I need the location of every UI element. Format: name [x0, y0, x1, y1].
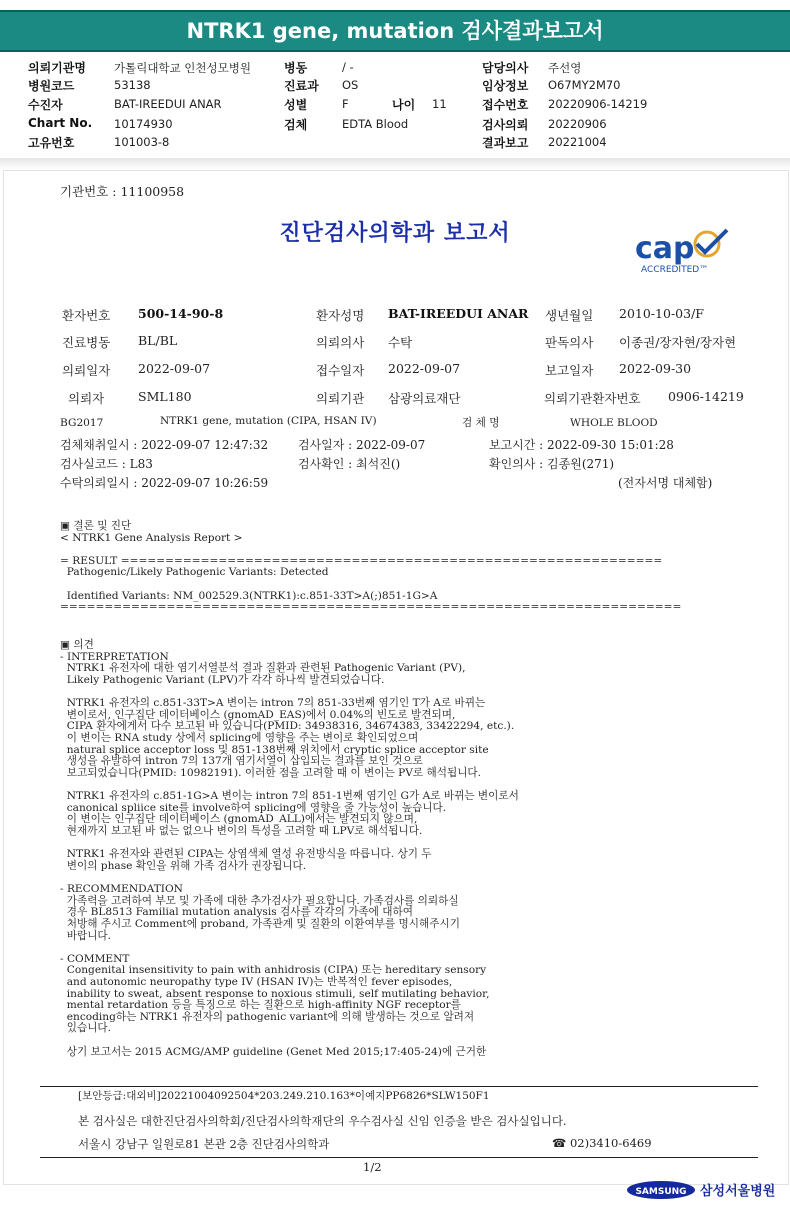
header-value: 주선영 [548, 61, 582, 75]
header-value: 101003-8 [114, 135, 170, 149]
report-line: 이 변이는 인구집단 데이터베이스 (gnomAD_ALL)에서는 발견되지 않으며, [60, 813, 418, 826]
report-title-bar [0, 10, 790, 52]
header-label: 담당의사 [482, 61, 529, 75]
report-time: 보고시간 : 2022-09-30 15:01:28 [489, 438, 674, 452]
header-label: 진료과 [284, 79, 319, 93]
report-line: 현재까지 보고된 바 없는 없으나 변이의 특성을 고려할 때 LPV로 해석됩니다. [60, 824, 423, 837]
header-label: 병원코드 [28, 79, 75, 93]
header-value: 20220906-14219 [548, 97, 648, 111]
report-line: natural splice acceptor loss 및 851-138번째 위치에서 cryptic splice acceptor site [60, 743, 489, 756]
info-value: BL/BL [138, 333, 178, 348]
report-line: Likely Pathogenic Variant (LPV)가 각각 하나씩 발견되었습니다. [60, 673, 385, 686]
info-value: 삼광의료재단 [388, 391, 461, 406]
report-line: Congenital insensitivity to pain with anhidrosis (CIPA) 또는 hereditary sensory [60, 964, 487, 977]
info-label: 의뢰기관 [316, 391, 365, 406]
report-line: 변이의 phase 확인을 위해 가족 검사가 권장됩니다. [60, 859, 307, 872]
info-label: 환자번호 [62, 308, 111, 323]
report-line: ▣ 의견 [60, 639, 94, 651]
header-label: 검체 [284, 118, 308, 132]
lab-address: 서울시 강남구 일원로81 본관 2층 진단검사의학과 [78, 1137, 330, 1151]
report-line: Identified Variants: NM_002529.3(NTRK1):c.851-33T>A(;)851-1G>A [60, 589, 438, 602]
info-label: 의뢰일자 [62, 363, 111, 378]
report-line: - RECOMMENDATION [60, 883, 183, 896]
report-line: < NTRK1 Gene Analysis Report > [60, 531, 243, 544]
info-value: SML180 [138, 389, 192, 404]
info-label: 의뢰자 [68, 391, 105, 406]
info-value: 수탁 [388, 335, 413, 350]
report-line: 상기 보고서는 2015 ACMG/AMP guideline (Genet Med 2015;17:405-24)에 근거한 [60, 1045, 487, 1058]
header-value: F [342, 97, 349, 111]
header-label: 성별 [284, 98, 308, 112]
info-label: 판독의사 [545, 335, 594, 350]
header-label: 수진자 [28, 98, 63, 112]
header-value: EDTA Blood [342, 117, 409, 131]
info-value: 2022-09-30 [619, 361, 692, 376]
samsung-logo [626, 1180, 696, 1200]
header-value: 53138 [114, 78, 151, 92]
report-line: 있습니다. [60, 1022, 112, 1035]
info-value: 2022-09-07 [138, 361, 211, 376]
hospital-name: 삼성서울병원 [700, 1184, 776, 1199]
lab-code: 검사실코드 : L83 [60, 457, 153, 471]
header-label: 병동 [284, 61, 308, 75]
samsung-logo-text: SAMSUNG [635, 1187, 687, 1197]
info-label: 의뢰기관환자번호 [544, 391, 641, 406]
info-value: 2022-09-07 [388, 361, 461, 376]
lab-phone: ☎ 02)3410-6469 [552, 1136, 652, 1150]
header-label: 고유번호 [28, 136, 75, 150]
report-line: NTRK1 유전자의 c.851-33T>A 변이는 intron 7의 851-33번째 염기인 T가 A로 바뀌는 [60, 697, 486, 710]
info-label: 의뢰의사 [316, 335, 365, 350]
report-line: 보고되었습니다(PMID: 10982191). 이러한 점을 고려할 때 이 변이는 PV로 해석됩니다. [60, 766, 482, 779]
info-value: 0906-14219 [668, 389, 744, 404]
cap-logo-mark: cap [635, 231, 695, 266]
age-label: 나이 [392, 98, 416, 112]
header-value: / - [342, 60, 354, 74]
header-value: O67MY2M70 [548, 78, 621, 92]
cap-logo-caption: ACCREDITED™ [641, 265, 709, 275]
confirming-doctor: 확인의사 : 김종원(271) [489, 457, 615, 471]
header-label: 검사의뢰 [482, 118, 529, 132]
header-value: OS [342, 78, 359, 92]
info-value: BAT-IREEDUI ANAR [388, 306, 529, 321]
report-line: CIPA 환자에게서 다수 보고된 바 있습니다(PMID: 34938316, 34674383, 33422294, etc.). [60, 720, 515, 733]
report-line: mental retardation 등을 특징으로 하는 질환으로 high-affinity NGF receptor를 [60, 999, 461, 1012]
report-line: NTRK1 유전자의 c.851-1G>A 변이는 intron 7의 851-1번째 염기인 G가 A로 바뀌는 변이로서 [60, 790, 519, 803]
info-label: 보고일자 [545, 363, 594, 378]
report-line: = RESULT ============================================================= [60, 554, 663, 567]
header-label: 접수번호 [482, 98, 529, 112]
test-code: BG2017 [60, 417, 104, 429]
info-value: 2010-10-03/F [619, 306, 704, 321]
test-name: NTRK1 gene, mutation (CIPA, HSAN IV) [160, 415, 377, 427]
header-value: BAT-IREEDUI ANAR [114, 97, 222, 111]
document-title: 진단검사의학과 보고서 [279, 221, 511, 246]
header-label: 임상정보 [482, 79, 529, 93]
info-label: 접수일자 [316, 363, 365, 378]
info-label: 환자성명 [316, 308, 365, 323]
cap-accredited-logo [633, 226, 733, 276]
header-label: 결과보고 [482, 136, 529, 150]
report-line: NTRK1 유전자와 관련된 CIPA는 상염색체 열성 유전방식을 따릅니다. 상기 두 [60, 848, 432, 861]
info-value: 500-14-90-8 [138, 306, 224, 321]
report-line: 생성을 유발하여 intron 7의 137개 염기서열이 삽입되는 결과를 보인 것으로 [60, 755, 423, 768]
report-line: ▣ 결론 및 진단 [60, 520, 132, 532]
report-line: ====================================================================== [60, 601, 682, 614]
report-line: 처방해 주시고 Comment에 proband, 가족관계 및 질환의 이환여부를 명시해주시기 [60, 917, 460, 930]
age-value: 11 [432, 97, 447, 111]
header-label: Chart No. [28, 116, 93, 130]
institution-number: 기관번호 : 11100958 [60, 184, 185, 199]
report-line: Pathogenic/Likely Pathogenic Variants: Detected [60, 566, 329, 579]
header-value: 가톨릭대학교 인천성모병원 [114, 61, 251, 75]
test-confirmer: 검사확인 : 최석진() [298, 457, 401, 471]
info-label: 진료병동 [62, 335, 111, 350]
report-line: 변이로서, 인구집단 데이터베이스 (gnomAD_EAS)에서 0.04%의 빈도로 발견되며, [60, 708, 456, 721]
report-line: canonical spliice site를 involve하여 splicing에 영향을 줄 가능성이 높습니다. [60, 801, 447, 814]
report-line: 가족력을 고려하여 부모 및 가족에 대한 추가검사가 필요합니다. 가족검사를 의뢰하실 [60, 894, 459, 907]
request-datetime: 수탁의뢰일시 : 2022-09-07 10:26:59 [60, 476, 269, 490]
header-value: 10174930 [114, 117, 173, 131]
page-number: 1/2 [363, 1160, 382, 1174]
collect-datetime: 검체채취일시 : 2022-09-07 12:47:32 [60, 438, 269, 452]
report-line: encoding하는 NTRK1 유전자의 pathogenic variant에 의해 발생하는 것으로 알려져 [60, 1010, 475, 1023]
report-line: inability to sweat, absent response to noxious stimuli, self mutilating behavior, [60, 987, 490, 1000]
report-title: NTRK1 gene, mutation 검사결과보고서 [186, 19, 604, 43]
divider-shadow [0, 158, 790, 170]
info-value: 이종권/장자현/장자현 [619, 335, 737, 350]
specimen-label: 검 체 명 [462, 417, 500, 429]
header-label: 의뢰기관명 [28, 61, 86, 75]
certification-note: 본 검사실은 대한진단검사의학회/진단검사의학재단의 우수검사실 신임 인증을 받은 검사실입니다. [78, 1114, 567, 1128]
test-date: 검사일자 : 2022-09-07 [298, 438, 426, 452]
report-line: and autonomic neuropathy type IV (HSAN IV)는 반복적인 fever episodes, [60, 975, 453, 988]
security-line: [보안등급:대외비]20221004092504*203.249.210.163*이예지PP6826*SLW150F1 [78, 1090, 490, 1102]
report-line: 바랍니다. [60, 929, 112, 942]
info-label: 생년월일 [545, 308, 594, 323]
report-line: 이 변이는 RNA study 상에서 splicing에 영향을 주는 변이로 확인되었으며 [60, 731, 419, 744]
header-value: 20221004 [548, 135, 607, 149]
header-value: 20220906 [548, 117, 607, 131]
report-line: - COMMENT [60, 952, 130, 965]
report-line: - INTERPRETATION [60, 650, 169, 663]
footer-box [40, 1086, 758, 1158]
esign-note: (전자서명 대체함) [618, 476, 713, 490]
report-line: NTRK1 유전자에 대한 염기서열분석 결과 질환과 관련된 Pathogenic Variant (PV), [60, 662, 466, 675]
specimen-name: WHOLE BLOOD [570, 417, 658, 429]
report-line: 경우 BL8513 Familial mutation analysis 검사를 각각의 가족에 대하여 [60, 906, 413, 919]
